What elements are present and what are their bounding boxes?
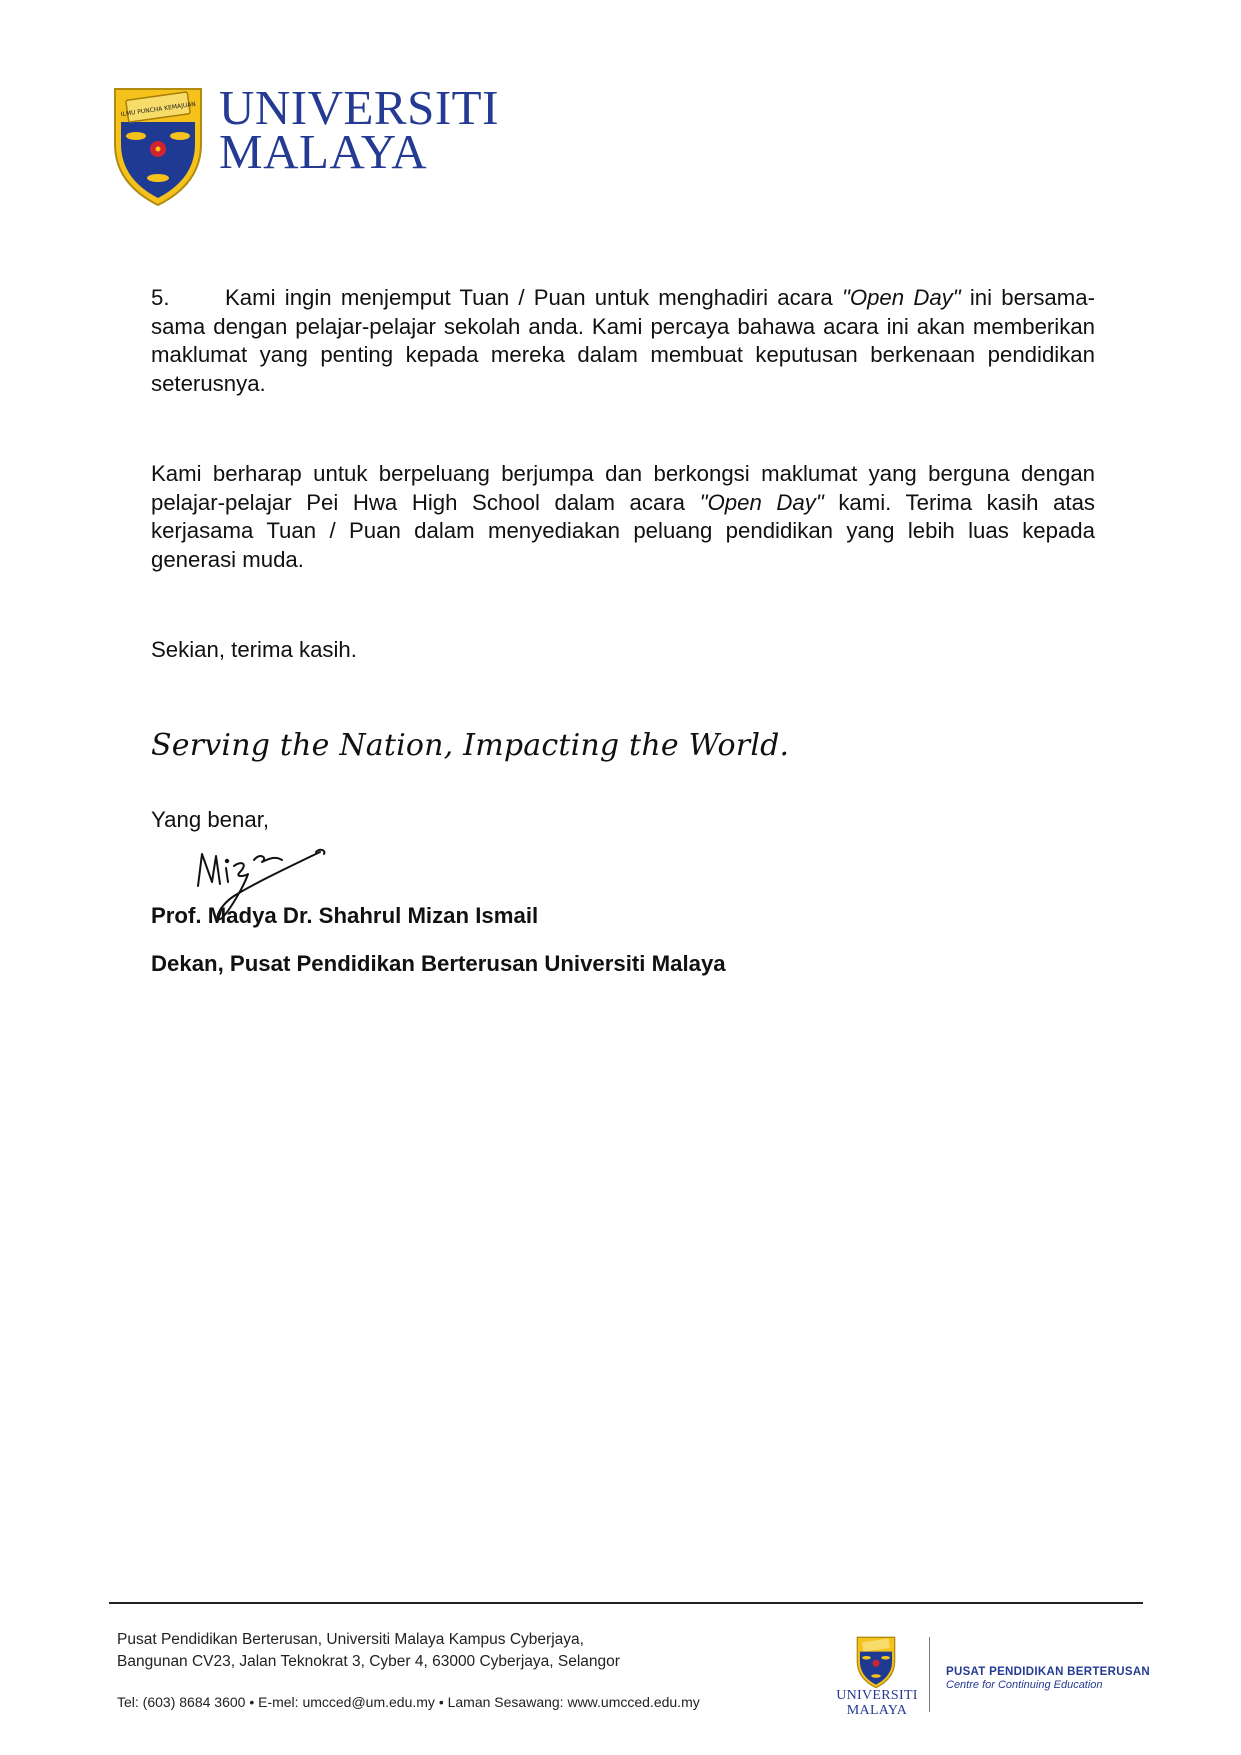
paragraph-5-text-a: Kami ingin menjemput Tuan / Puan untuk menghadiri acara [225, 285, 842, 310]
crest-motto: ILMU PUNCHA KEMAJUAN [120, 100, 197, 119]
centre-name: PUSAT PENDIDIKAN BERTERUSAN [946, 1666, 1151, 1678]
footer-divider [109, 1602, 1143, 1604]
footer-address-line-2: Bangunan CV23, Jalan Teknokrat 3, Cyber 4, 63000 Cyberjaya, Selangor [117, 1653, 620, 1670]
university-crest-icon [856, 1636, 896, 1689]
footer-address-line-1: Pusat Pendidikan Berterusan, Universiti Malaya Kampus Cyberjaya, [117, 1631, 584, 1648]
paragraph-5 [151, 284, 1095, 399]
signer-name: Prof. Madya Dr. Shahrul Mizan Ismail [151, 903, 539, 928]
footer-university-line-1: UNIVERSITI [836, 1688, 918, 1703]
centre-subtitle: Centre for Continuing Education [946, 1679, 1103, 1691]
sign-off: Sekian, terima kasih. [151, 637, 357, 662]
university-motto: Serving the Nation, Impacting the World. [151, 728, 790, 763]
closing-paragraph [151, 460, 1095, 575]
university-wordmark-line-1: UNIVERSITI [219, 80, 499, 135]
footer-logo-divider [929, 1637, 930, 1712]
closing-text-b: kami. Terima kasih atas kerjasama Tuan / Puan dalam menyediakan peluang pendidikan yang lebih luas kepada generasi muda. [151, 489, 1096, 573]
signer-title: Dekan, Pusat Pendidikan Berterusan Universiti Malaya [151, 951, 726, 976]
paragraph-number: 5. [151, 285, 170, 310]
event-name: "Open Day" [841, 285, 961, 310]
valediction: Yang benar, [151, 807, 270, 832]
paragraph-5-text-b: ini bersama-sama dengan pelajar-pelajar sekolah anda. Kami percaya bahawa acara ini akan memberikan maklumat yang penting kepada mereka dalam membuat keputusan berkenaan pendidikan seterusnya. [151, 285, 1095, 397]
footer-contact: Tel: (603) 8684 3600 • E-mel: umcced@um.edu.my • Laman Sesawang: www.umcced.edu.my [117, 1694, 700, 1710]
event-name: "Open Day" [699, 489, 824, 515]
university-wordmark-line-2: MALAYA [219, 124, 428, 179]
closing-text-a: Kami berharap untuk berpeluang berjumpa dan berkongsi maklumat yang berguna dengan pelajar-pelajar Pei Hwa High School dalam acara [151, 461, 1095, 515]
footer-university-line-2: MALAYA [846, 1703, 908, 1718]
university-crest-icon [112, 86, 204, 208]
